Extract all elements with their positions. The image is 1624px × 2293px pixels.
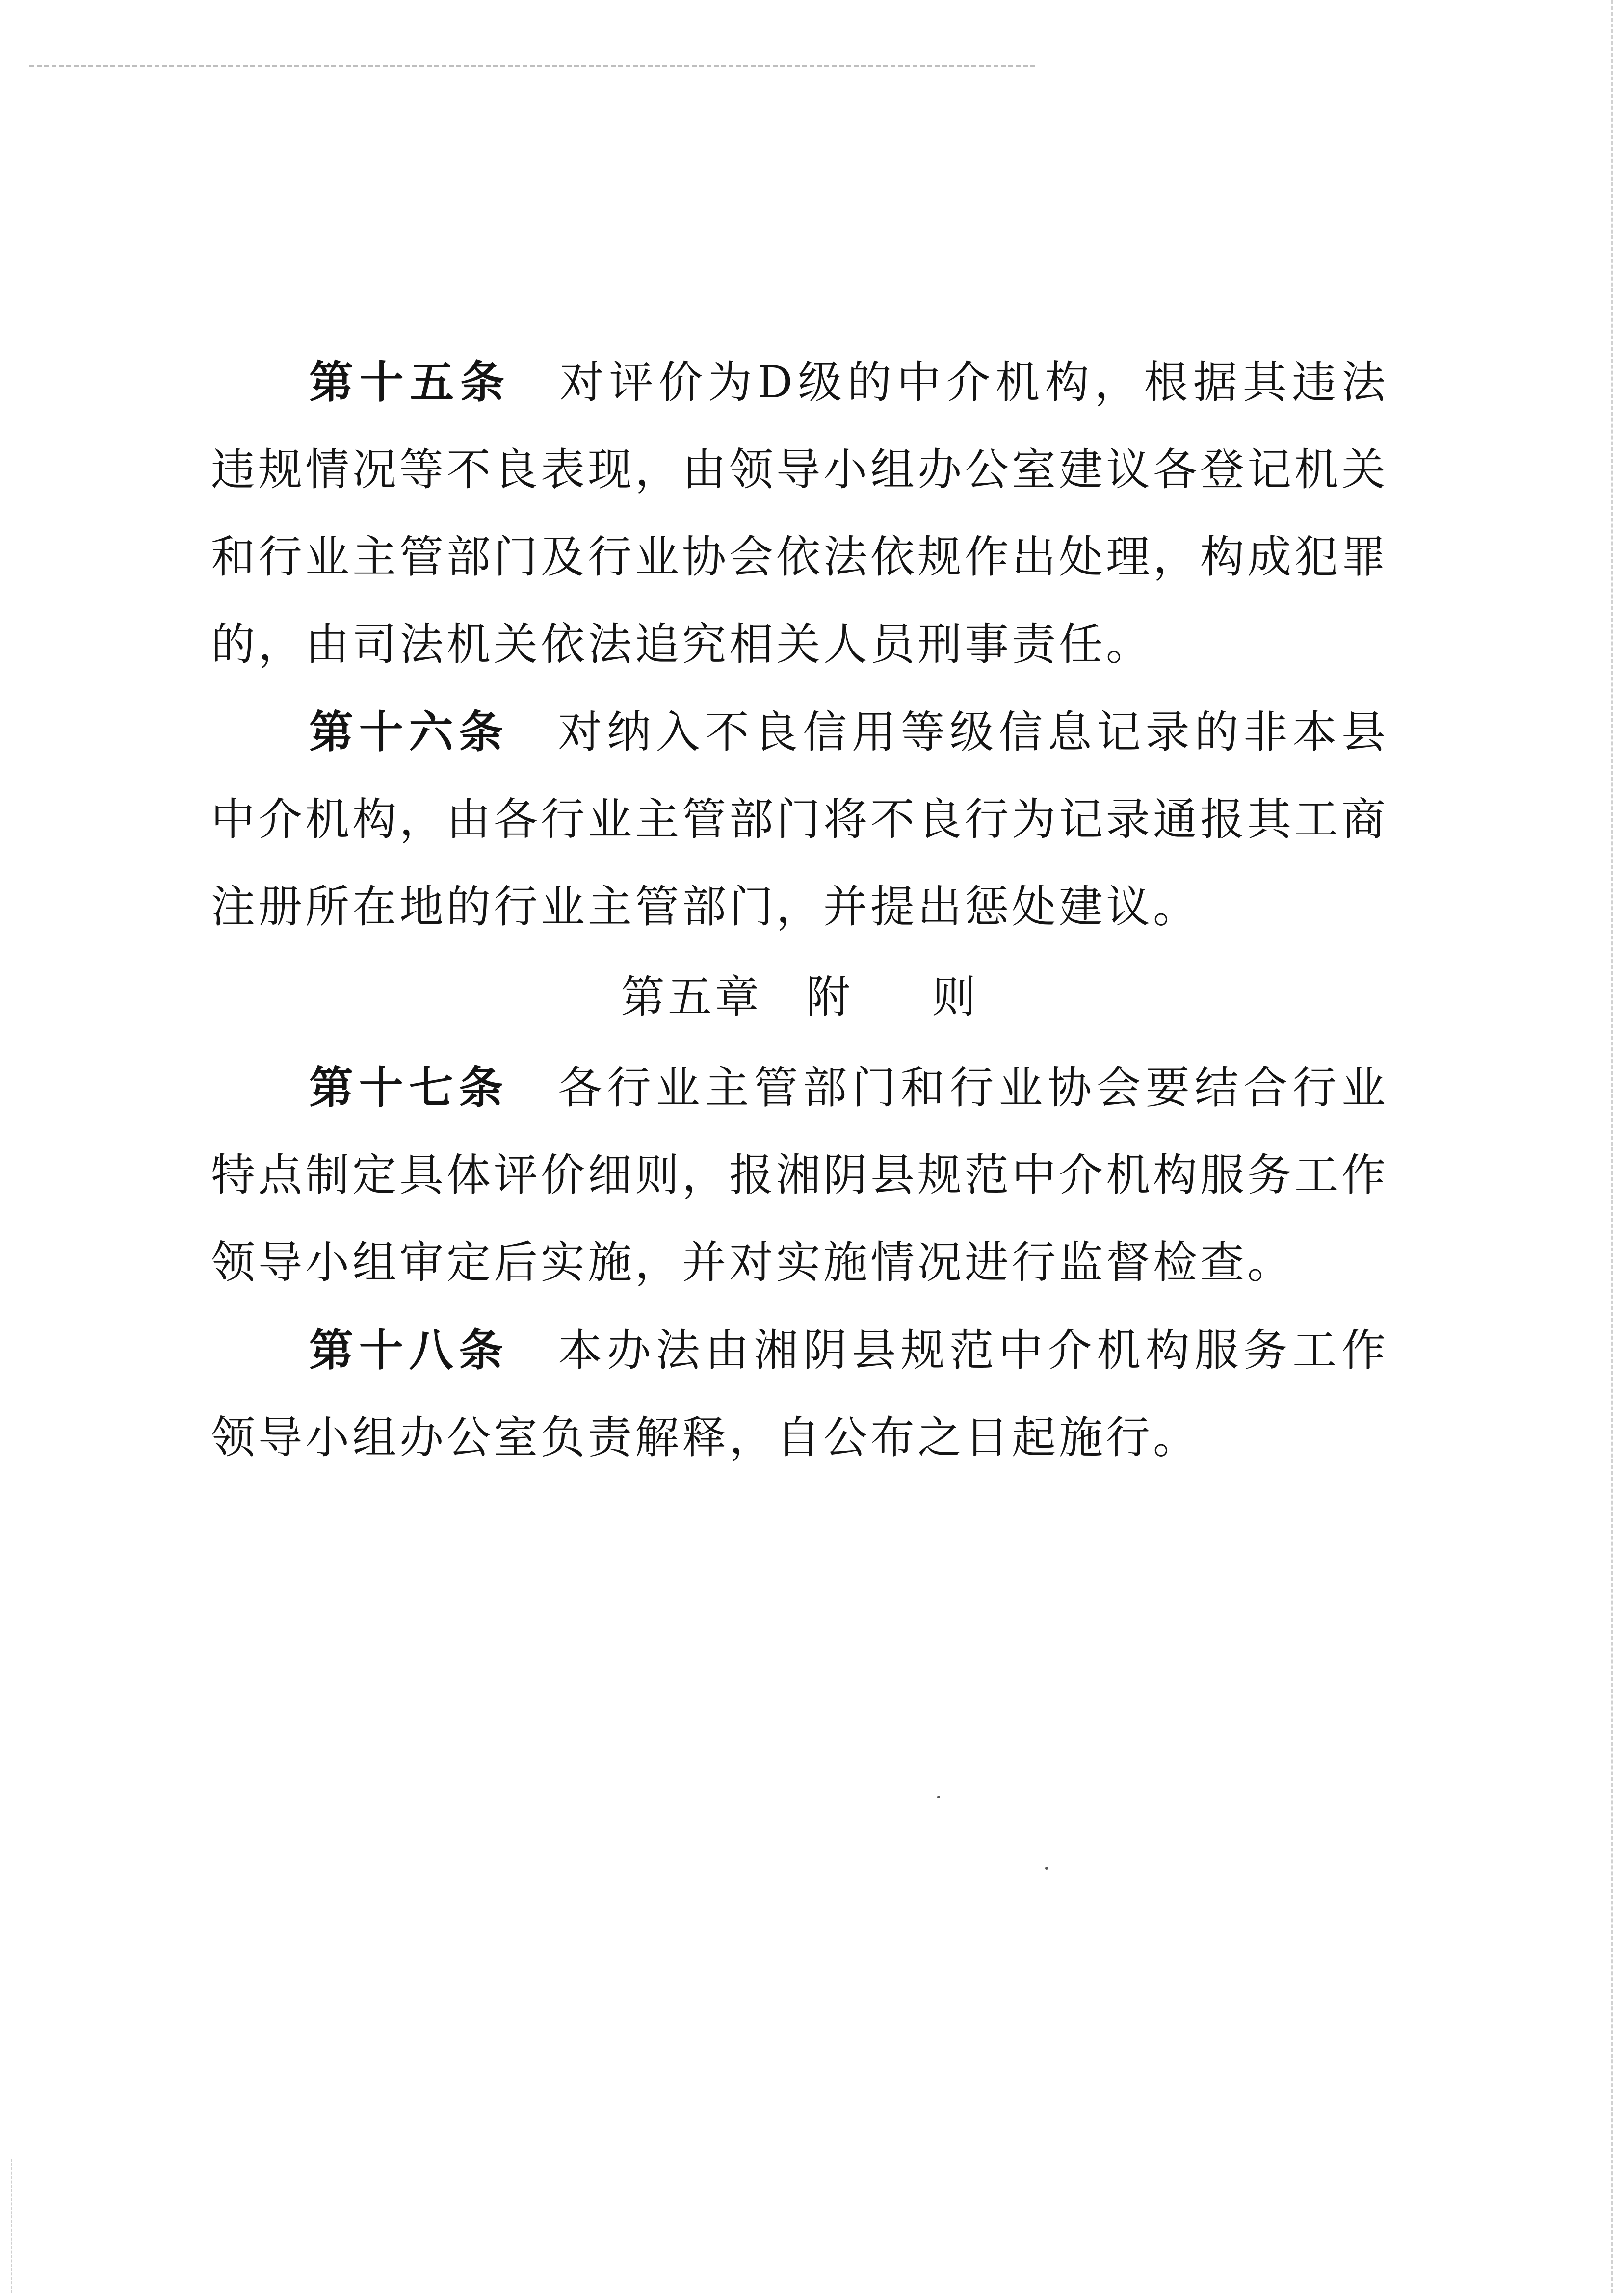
article-17 [211,1044,1388,1306]
document-body [211,339,1388,1482]
scan-artifact-left-edge [11,2159,12,2293]
article-17-label: 第十七条 [309,1062,509,1114]
scan-artifact-top-line [29,65,1035,67]
article-17-text: 各行业主管部门和行业协会要结合行业特点制定具体评价细则，报湘阴县规范中介机构服务工作领导小组审定后实施，并对实施情况进行监督检查。 [211,1062,1389,1288]
article-16-label: 第十六条 [309,706,509,758]
scan-artifact-right-edge [1611,0,1613,2293]
scan-speck [1045,1867,1048,1870]
article-15 [211,339,1388,688]
article-18 [211,1306,1388,1482]
chapter-title-char-1: 附 [806,971,853,1023]
article-15-label: 第十五条 [309,356,511,408]
article-15-text: 对评价为D级的中介机构，根据其违法违规情况等不良表现，由领导小组办公室建议各登记机关和行业主管部门及行业协会依法依规作出处理，构成犯罪的，由司法机关依法追究相关人员刑事责任。 [211,357,1388,670]
chapter-title-char-2: 则 [932,971,979,1023]
article-16-text: 对纳入不良信用等级信息记录的非本县中介机构，由各行业主管部门将不良行为记录通报其工商注册所在地的行业主管部门，并提出惩处建议。 [211,706,1389,933]
scan-speck [937,1796,940,1798]
article-18-label: 第十八条 [309,1324,509,1376]
article-16 [211,688,1388,951]
article-18-text: 本办法由湘阴县规范中介机构服务工作领导小组办公室负责解释，自公布之日起施行。 [211,1325,1389,1463]
chapter-number: 第五章 [621,971,762,1023]
chapter-5-heading [211,954,1388,1041]
